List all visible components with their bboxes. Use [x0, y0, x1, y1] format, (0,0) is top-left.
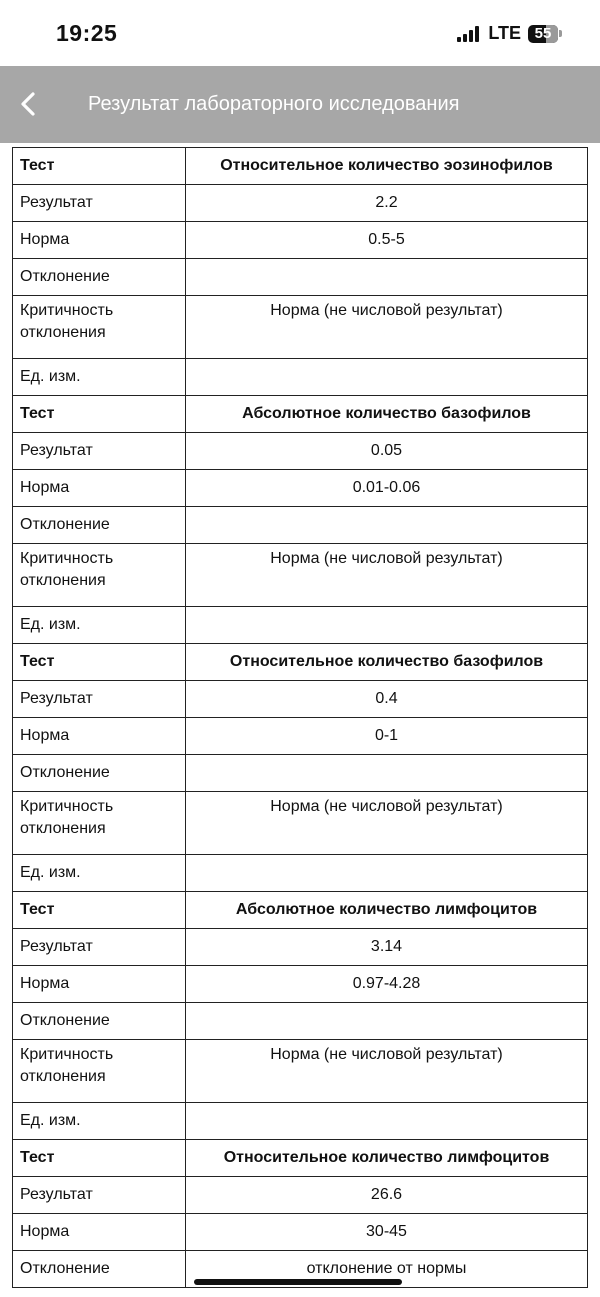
table-row-norm: [13, 222, 588, 259]
deviation-value: отклонение от нормы: [186, 1251, 588, 1288]
norm-label: Норма: [13, 1214, 186, 1251]
unit-label: Ед. изм.: [13, 855, 186, 892]
test-label: Тест: [13, 148, 186, 185]
result-value: 0.4: [186, 681, 588, 718]
deviation-label: Отклонение: [13, 259, 186, 296]
test-name: Относительное количество эозинофилов: [186, 148, 588, 185]
result-value: 3.14: [186, 929, 588, 966]
unit-label: Ед. изм.: [13, 359, 186, 396]
unit-value: [186, 855, 588, 892]
deviation-label: Отклонение: [13, 1251, 186, 1288]
unit-value: [186, 359, 588, 396]
norm-label: Норма: [13, 222, 186, 259]
cellular-signal-icon: [457, 26, 479, 42]
battery-icon: [528, 25, 562, 43]
table-row-norm: [13, 1214, 588, 1251]
table-row-deviation: [13, 259, 588, 296]
table-row-test: [13, 1140, 588, 1177]
table-row-deviation: [13, 507, 588, 544]
table-row-norm: [13, 966, 588, 1003]
test-name: Относительное количество лимфоцитов: [186, 1140, 588, 1177]
result-value: 2.2: [186, 185, 588, 222]
result-value: 26.6: [186, 1177, 588, 1214]
back-button[interactable]: [12, 86, 48, 122]
results-content[interactable]: [0, 143, 600, 1297]
norm-label: Норма: [13, 966, 186, 1003]
norm-value: 0-1: [186, 718, 588, 755]
result-value: 0.05: [186, 433, 588, 470]
navigation-bar: [0, 66, 600, 143]
table-row-criticality: [13, 1040, 588, 1103]
test-label: Тест: [13, 644, 186, 681]
table-row-unit: [13, 855, 588, 892]
criticality-value: Норма (не числовой результат): [186, 1040, 588, 1103]
home-indicator[interactable]: [194, 1279, 402, 1285]
table-row-test: [13, 644, 588, 681]
unit-label: Ед. изм.: [13, 1103, 186, 1140]
criticality-label: Критичность отклонения: [13, 1040, 186, 1103]
test-label: Тест: [13, 892, 186, 929]
table-row-criticality: [13, 544, 588, 607]
table-row-criticality: [13, 792, 588, 855]
table-row-result: [13, 433, 588, 470]
deviation-value: [186, 507, 588, 544]
status-bar: [0, 0, 600, 66]
criticality-label: Критичность отклонения: [13, 296, 186, 359]
result-label: Результат: [13, 433, 186, 470]
table-row-test: [13, 148, 588, 185]
status-indicators: [457, 23, 562, 44]
result-label: Результат: [13, 929, 186, 966]
test-name: Относительное количество базофилов: [186, 644, 588, 681]
page-title: Результат лабораторного исследования: [88, 93, 460, 115]
table-row-test: [13, 396, 588, 433]
deviation-label: Отклонение: [13, 1003, 186, 1040]
criticality-value: Норма (не числовой результат): [186, 544, 588, 607]
result-label: Результат: [13, 185, 186, 222]
norm-value: 0.01-0.06: [186, 470, 588, 507]
table-row-result: [13, 929, 588, 966]
chevron-left-icon: [12, 86, 48, 122]
test-name: Абсолютное количество лимфоцитов: [186, 892, 588, 929]
table-row-norm: [13, 718, 588, 755]
norm-value: 0.97-4.28: [186, 966, 588, 1003]
test-name: Абсолютное количество базофилов: [186, 396, 588, 433]
table-row-unit: [13, 607, 588, 644]
table-row-criticality: [13, 296, 588, 359]
unit-value: [186, 607, 588, 644]
table-row-result: [13, 681, 588, 718]
deviation-value: [186, 755, 588, 792]
table-row-unit: [13, 1103, 588, 1140]
deviation-value: [186, 259, 588, 296]
deviation-label: Отклонение: [13, 755, 186, 792]
criticality-label: Критичность отклонения: [13, 792, 186, 855]
test-label: Тест: [13, 1140, 186, 1177]
table-row-deviation: [13, 755, 588, 792]
norm-label: Норма: [13, 470, 186, 507]
table-row-result: [13, 1177, 588, 1214]
deviation-value: [186, 1003, 588, 1040]
table-row-deviation: [13, 1003, 588, 1040]
network-type: LTE: [488, 23, 521, 43]
criticality-value: Норма (не числовой результат): [186, 792, 588, 855]
criticality-value: Норма (не числовой результат): [186, 296, 588, 359]
deviation-label: Отклонение: [13, 507, 186, 544]
criticality-label: Критичность отклонения: [13, 544, 186, 607]
norm-value: 30-45: [186, 1214, 588, 1251]
unit-value: [186, 1103, 588, 1140]
table-row-unit: [13, 359, 588, 396]
table-row-test: [13, 892, 588, 929]
result-label: Результат: [13, 1177, 186, 1214]
norm-label: Норма: [13, 718, 186, 755]
results-table: [12, 147, 588, 1288]
status-time: 19:25: [56, 20, 118, 46]
battery-level: 55: [534, 24, 552, 42]
table-row-norm: [13, 470, 588, 507]
result-label: Результат: [13, 681, 186, 718]
table-row-result: [13, 185, 588, 222]
test-label: Тест: [13, 396, 186, 433]
unit-label: Ед. изм.: [13, 607, 186, 644]
norm-value: 0.5-5: [186, 222, 588, 259]
